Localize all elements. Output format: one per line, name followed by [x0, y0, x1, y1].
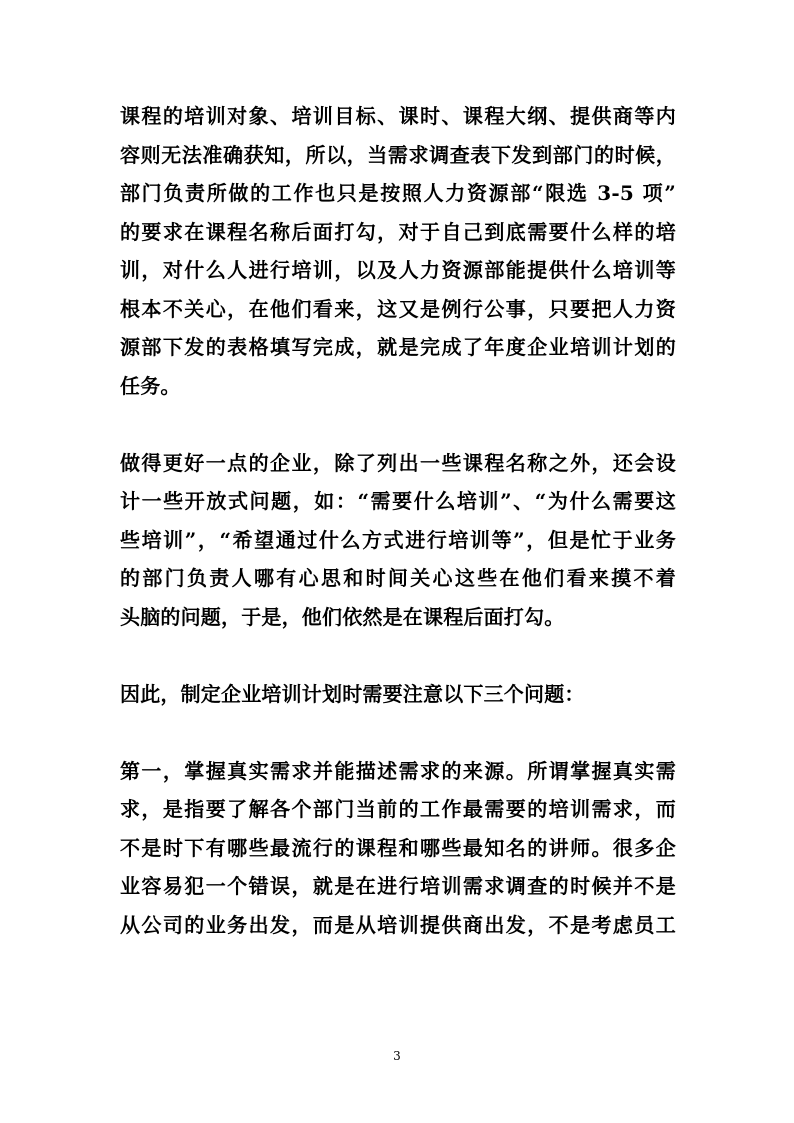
text-line: 容则无法准确获知，所以，当需求调查表下发到部门的时候， [120, 142, 676, 167]
text-line: 不是时下有哪些最流行的课程和哪些最知名的讲师。很多企 [120, 835, 676, 860]
text-line: 的要求在课程名称后面打勾，对于自己到底需要什么样的培 [120, 219, 676, 244]
paragraph-3 [120, 675, 676, 714]
text-line: 部门负责所做的工作也只是按照人力资源部“限选 3-5 项” [120, 181, 676, 205]
text-line: 头脑的问题，于是，他们依然是在课程后面打勾。 [120, 604, 565, 629]
text-line: 源部下发的表格填写完成，就是完成了年度企业培训计划的 [120, 335, 676, 359]
document-body [120, 97, 676, 944]
text-line: 第一，掌握真实需求并能描述需求的来源。所谓掌握真实需 [120, 758, 676, 783]
page-number: 3 [393, 1049, 401, 1063]
text-line: 任务。 [120, 373, 181, 398]
text-line: 因此，制定企业培训计划时需要注意以下三个问题： [120, 681, 585, 706]
text-line: 课程的培训对象、培训目标、课时、课程大纲、提供商等内 [120, 104, 676, 128]
text-line: 训，对什么人进行培训，以及人力资源部能提供什么培训等 [120, 258, 676, 282]
text-line: 业容易犯一个错误，就是在进行培训需求调查的时候并不是 [120, 874, 676, 898]
text-line: 根本不关心，在他们看来，这又是例行公事，只要把人力资 [120, 296, 676, 321]
text-line: 的部门负责人哪有心思和时间关心这些在他们看来摸不着 [120, 566, 676, 590]
text-line: 些培训”，“希望通过什么方式进行培训等”，但是忙于业务 [120, 527, 676, 552]
paragraph-4 [120, 752, 676, 945]
text-line: 做得更好一点的企业，除了列出一些课程名称之外，还会设 [120, 450, 676, 475]
text-line: 从公司的业务出发，而是从培训提供商出发，不是考虑员工 [120, 912, 676, 937]
paragraph-2 [120, 444, 676, 637]
text-line: 求，是指要了解各个部门当前的工作最需要的培训需求，而 [120, 797, 676, 821]
paragraph-1 [120, 97, 676, 405]
text-line: 计一些开放式问题，如：“需要什么培训”、“为什么需要这 [120, 489, 676, 513]
